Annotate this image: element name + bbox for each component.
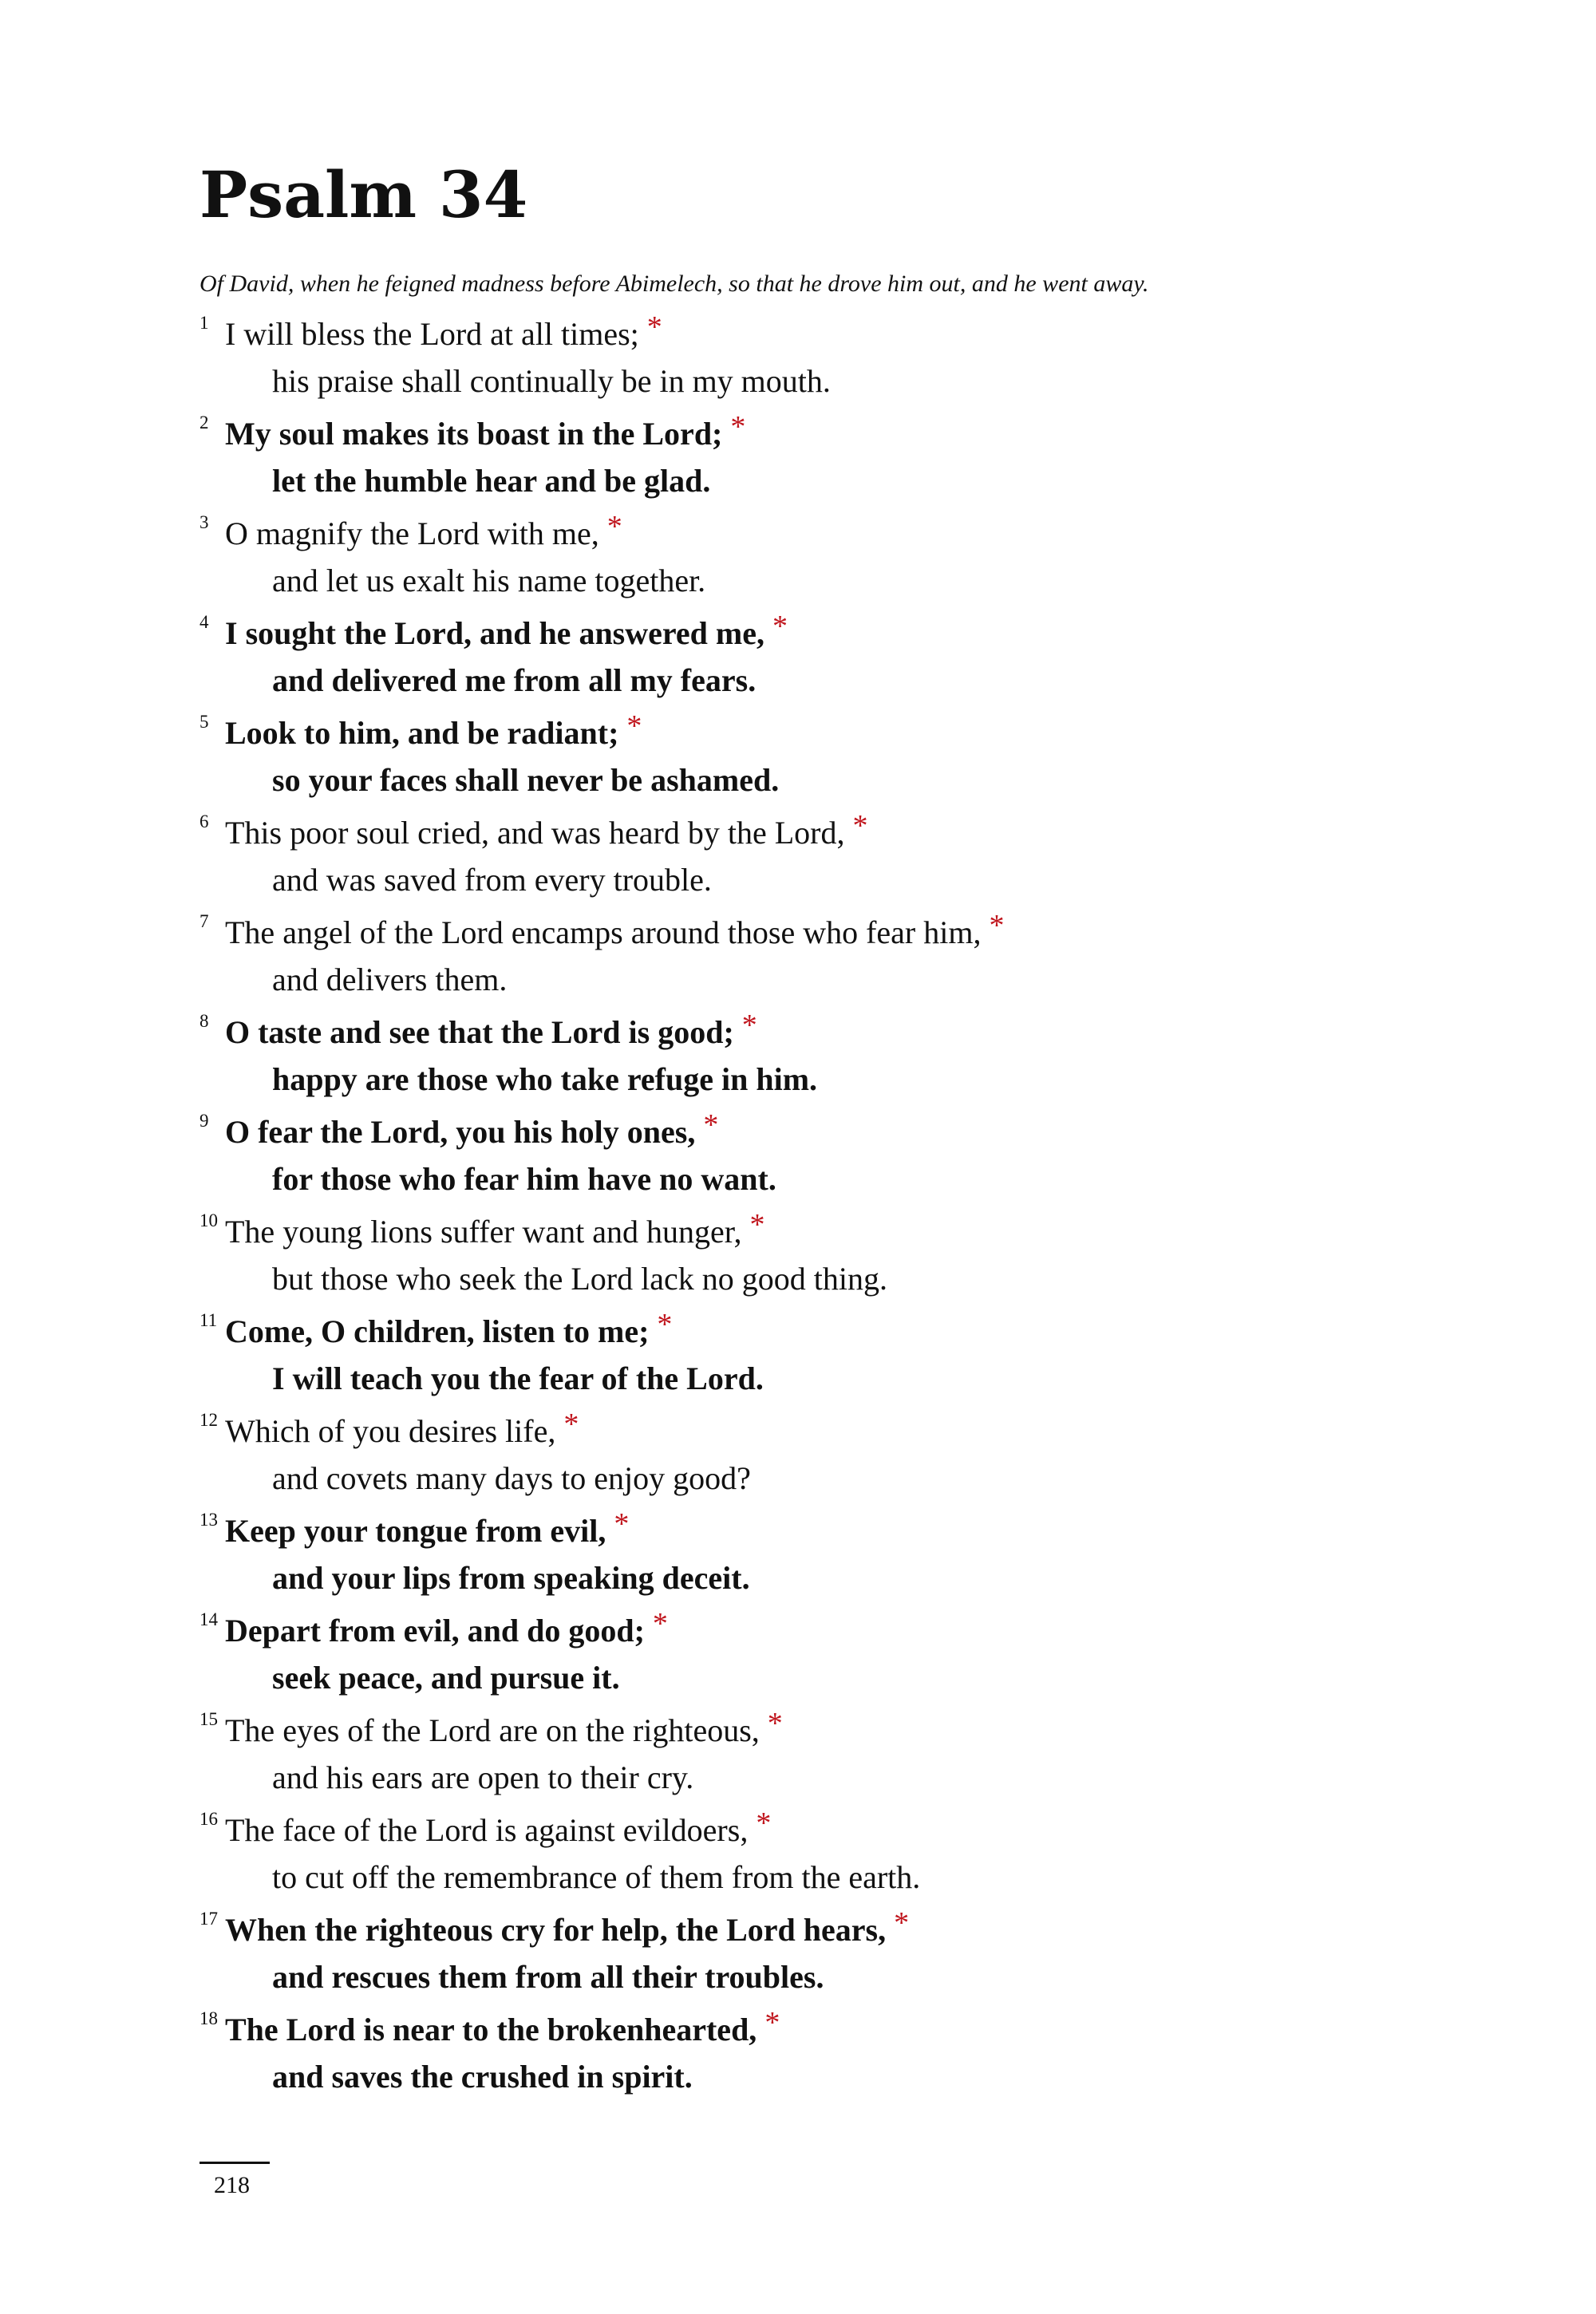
verse-text-first-half: Keep your tongue from evil, <box>225 1513 606 1549</box>
verse-number: 9 <box>200 1111 209 1131</box>
verse-18 <box>200 2007 1476 2100</box>
verse-line-2: and saves the crushed in spirit. <box>272 2059 693 2095</box>
asterisk-mark: * <box>606 510 622 543</box>
verse-line-1 <box>200 910 1476 957</box>
verse-line-2: and your lips from speaking deceit. <box>272 1560 750 1596</box>
verse-6 <box>200 810 1476 903</box>
verse-number: 10 <box>200 1210 218 1230</box>
verse-text-first-half: My soul makes its boast in the Lord; <box>225 416 723 452</box>
verse-text-first-half: This poor soul cried, and was heard by the Lord, <box>225 815 845 851</box>
verse-line-1 <box>200 1608 1476 1655</box>
verse-line-2: his praise shall continually be in my mouth. <box>272 363 831 399</box>
asterisk-mark: * <box>652 1607 668 1641</box>
asterisk-mark: * <box>767 1707 783 1740</box>
verse-9 <box>200 1109 1476 1202</box>
verse-line-1 <box>200 1508 1476 1555</box>
verse-8 <box>200 1009 1476 1103</box>
asterisk-mark: * <box>764 2006 780 2040</box>
asterisk-mark: * <box>626 709 642 743</box>
verse-line-1 <box>200 1408 1476 1455</box>
verse-line-2: and rescues them from all their troubles. <box>272 1959 824 1995</box>
verse-2 <box>200 411 1476 504</box>
verse-13 <box>200 1508 1476 1601</box>
verse-text-first-half: O magnify the Lord with me, <box>225 515 599 551</box>
asterisk-mark: * <box>730 410 746 444</box>
verse-line-2: to cut off the remembrance of them from the earth. <box>272 1859 921 1895</box>
verse-number: 12 <box>200 1410 218 1430</box>
verse-3 <box>200 511 1476 604</box>
verse-line-2: but those who seek the Lord lack no good thing. <box>272 1261 887 1297</box>
asterisk-mark: * <box>756 1807 772 1840</box>
verse-line-2: I will teach you the fear of the Lord. <box>272 1360 764 1396</box>
asterisk-mark: * <box>657 1308 673 1341</box>
verse-line-2: and his ears are open to their cry. <box>272 1759 694 1795</box>
verse-line-1 <box>200 2007 1476 2054</box>
verse-line-1 <box>200 1807 1476 1854</box>
verse-5 <box>200 710 1476 804</box>
verse-text-first-half: The Lord is near to the brokenhearted, <box>225 2012 757 2047</box>
verse-number: 15 <box>200 1709 218 1729</box>
verse-text-first-half: The angel of the Lord encamps around those who fear him, <box>225 914 982 950</box>
verse-number: 6 <box>200 811 209 831</box>
verse-line-2: and delivered me from all my fears. <box>272 662 757 698</box>
verse-text-first-half: I will bless the Lord at all times; <box>225 316 639 352</box>
verse-line-1 <box>200 511 1476 558</box>
verse-text-first-half: I sought the Lord, and he answered me, <box>225 615 764 651</box>
verse-line-2: and covets many days to enjoy good? <box>272 1460 751 1496</box>
asterisk-mark: * <box>646 310 662 344</box>
verse-4 <box>200 610 1476 704</box>
verse-number: 17 <box>200 1909 218 1929</box>
verse-text-first-half: Come, O children, listen to me; <box>225 1313 650 1349</box>
verse-number: 2 <box>200 413 209 432</box>
verse-line-2: and let us exalt his name together. <box>272 563 706 598</box>
verse-line-1 <box>200 810 1476 857</box>
verse-16 <box>200 1807 1476 1901</box>
verse-line-1 <box>200 1907 1476 1954</box>
verse-text-first-half: O taste and see that the Lord is good; <box>225 1014 734 1050</box>
verse-line-2: let the humble hear and be glad. <box>272 463 711 499</box>
verse-number: 5 <box>200 712 209 732</box>
verse-number: 16 <box>200 1809 218 1829</box>
verse-text-first-half: O fear the Lord, you his holy ones, <box>225 1114 696 1150</box>
page-title: Psalm 34 <box>200 157 528 232</box>
page-number: 218 <box>214 2172 250 2198</box>
verse-line-2: for those who fear him have no want. <box>272 1161 776 1197</box>
asterisk-mark: * <box>563 1408 579 1441</box>
verse-14 <box>200 1608 1476 1701</box>
psalm-superscription: Of David, when he feigned madness before Abimelech, so that he drove him out, and he went away. <box>200 270 1149 297</box>
verse-11 <box>200 1309 1476 1402</box>
verse-number: 18 <box>200 2008 218 2028</box>
verse-text-first-half: Which of you desires life, <box>225 1413 556 1449</box>
asterisk-mark: * <box>614 1507 630 1541</box>
verse-line-1 <box>200 710 1476 757</box>
asterisk-mark: * <box>703 1108 719 1142</box>
verse-line-2: and was saved from every trouble. <box>272 862 712 898</box>
verse-number: 1 <box>200 313 209 333</box>
verse-text-first-half: When the righteous cry for help, the Lord hears, <box>225 1912 887 1948</box>
verse-line-1 <box>200 411 1476 458</box>
verse-line-2: happy are those who take refuge in him. <box>272 1061 818 1097</box>
verse-line-1 <box>200 1009 1476 1056</box>
verse-number: 13 <box>200 1510 218 1530</box>
verse-text-first-half: The eyes of the Lord are on the righteous, <box>225 1712 760 1748</box>
verse-15 <box>200 1708 1476 1801</box>
verse-12 <box>200 1408 1476 1502</box>
verse-text-first-half: The young lions suffer want and hunger, <box>225 1214 742 1250</box>
verse-number: 11 <box>200 1310 218 1330</box>
asterisk-mark: * <box>749 1208 765 1242</box>
verse-1 <box>200 311 1476 405</box>
verse-10 <box>200 1209 1476 1302</box>
asterisk-mark: * <box>772 610 788 643</box>
asterisk-mark: * <box>989 909 1005 942</box>
asterisk-mark: * <box>852 809 868 843</box>
verse-17 <box>200 1907 1476 2000</box>
verse-line-1 <box>200 1109 1476 1156</box>
verse-text-first-half: Depart from evil, and do good; <box>225 1613 645 1649</box>
verse-line-1 <box>200 311 1476 358</box>
asterisk-mark: * <box>741 1009 757 1042</box>
verse-line-1 <box>200 1309 1476 1356</box>
verse-7 <box>200 910 1476 1003</box>
verse-number: 14 <box>200 1609 218 1629</box>
verse-line-1 <box>200 1209 1476 1256</box>
folio-rule <box>200 2162 270 2164</box>
verse-line-1 <box>200 1708 1476 1755</box>
verse-line-2: seek peace, and pursue it. <box>272 1660 620 1696</box>
verse-number: 3 <box>200 512 209 532</box>
verse-number: 8 <box>200 1011 209 1031</box>
verse-number: 7 <box>200 911 209 931</box>
verse-line-2: so your faces shall never be ashamed. <box>272 762 780 798</box>
verse-number: 4 <box>200 612 209 632</box>
verse-text-first-half: The face of the Lord is against evildoers, <box>225 1812 749 1848</box>
verse-line-1 <box>200 610 1476 657</box>
asterisk-mark: * <box>894 1906 910 1940</box>
verse-line-2: and delivers them. <box>272 962 508 997</box>
verse-text-first-half: Look to him, and be radiant; <box>225 715 619 751</box>
